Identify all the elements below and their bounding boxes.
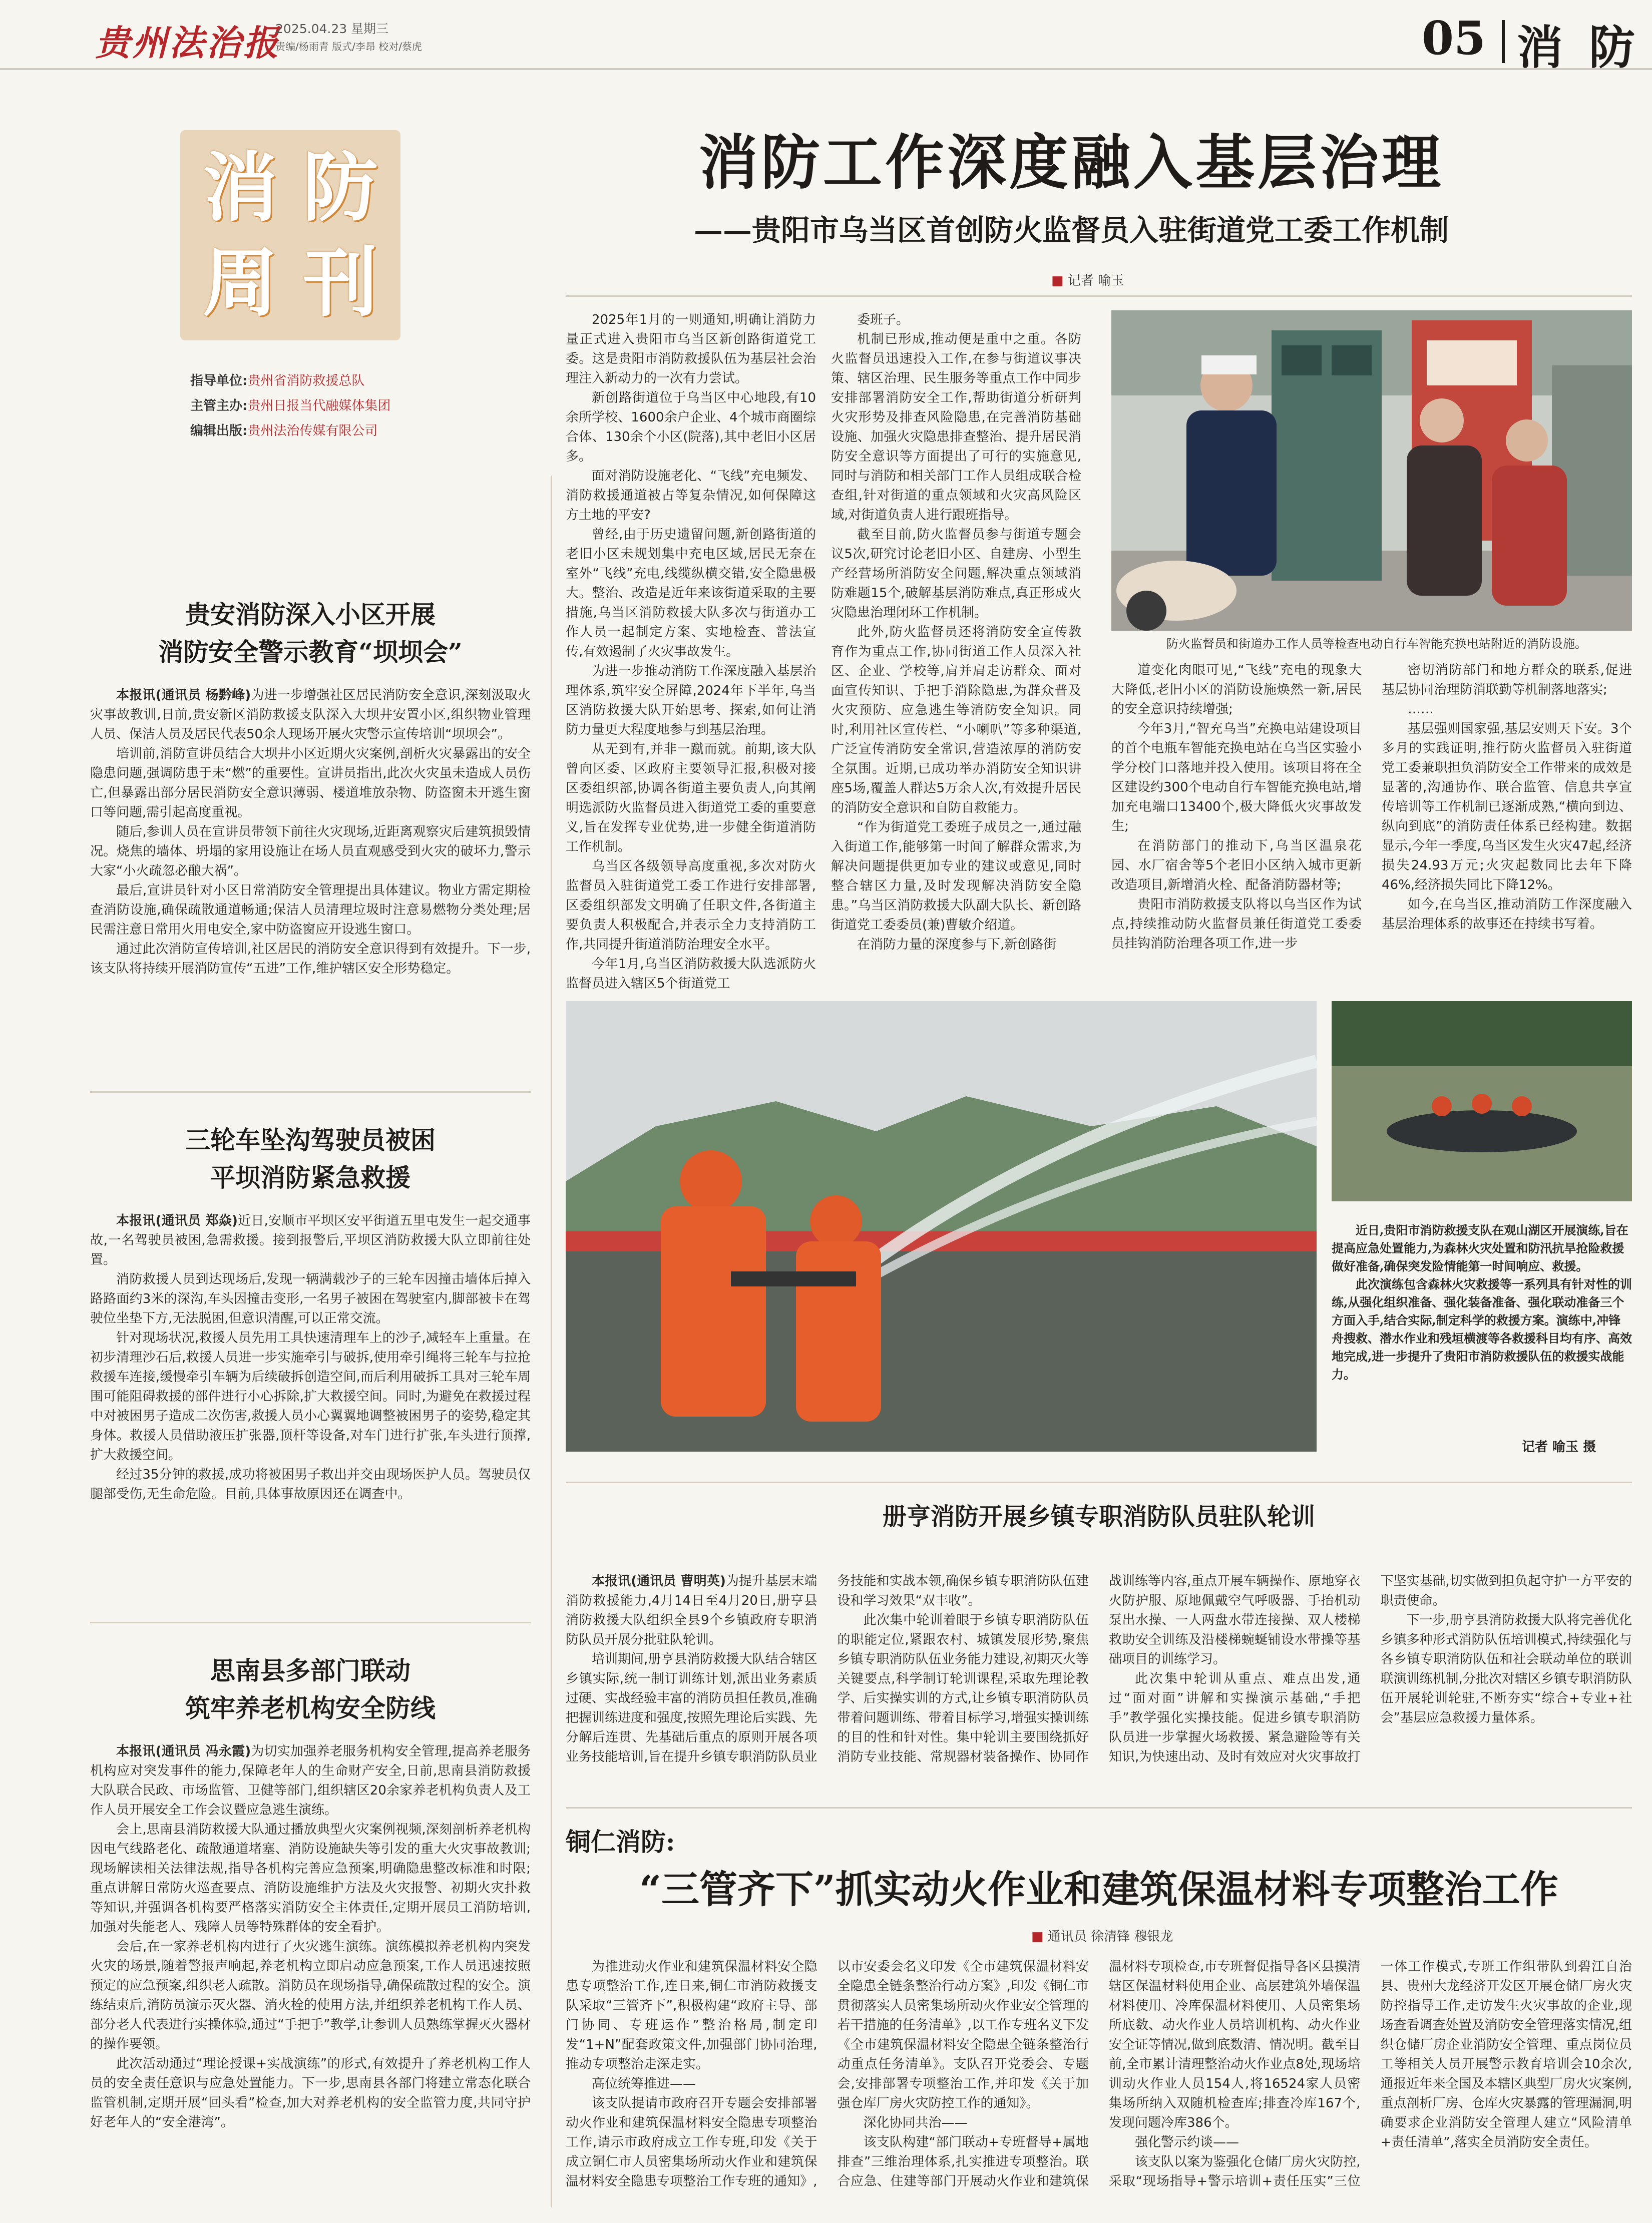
divider	[566, 1807, 1632, 1809]
paragraph: 机制已形成,推动便是重中之重。各防火监督员迅速投入工作,在参与街道议事决策、辖区治理、民生服务等重点工作中同步安排部署消防安全工作,帮助街道分析研判火灾形势及排查风险隐患,在完善消防基础设施、加强火灾隐患排查整治、提升居民消防安全意识等方面提出了可行的实施意见,同时与消防和相关部门工作人员组成联合检查组,针对街道的重点领域和火灾高风险区域,对街道负责人进行跟班指导。	[831, 332, 1081, 523]
lead-label: 本报讯(通讯员 冯永霞)	[116, 1744, 251, 1759]
lead-column-1	[566, 310, 816, 991]
paragraph: 2025年1月的一则通知,明确让消防力量正式进入贵阳市乌当区新创路街道党工委。这是贵阳市消防救援队伍为基层社会治理注入新动力的一次有力尝试。	[566, 312, 816, 386]
paragraph: 贵阳市消防救援支队将以乌当区作为试点,持续推动防火监督员兼任街道党工委委员挂钩消防治理各项工作,进一步	[1111, 897, 1362, 951]
masthead	[0, 0, 1652, 75]
lead-column-3	[1111, 661, 1362, 951]
masthead-divider	[1502, 20, 1505, 63]
paragraph: 此次集中轮训从重点、难点出发,通过“面对面”讲解和实操演示基础,“手把手”教学强化实操技能。促进乡镇专职消防队员进一步掌握火场救援、紧急避险等有关知识,为快速出动、及时有效应对火灾事故打下坚实基础,切实做到担负起守护一方平安的职责使命。	[1109, 1574, 1632, 1764]
paragraph: 新创路街道位于乌当区中心地段,有10余所学校、1600余户企业、4个城市商圈综合体、130余个小区(院落),其中老旧小区居多。	[566, 390, 816, 464]
paragraph: 本报讯(通讯员 郑焱)近日,安顺市平坝区安平街道五里屯发生一起交通事故,一名驾驶员被困,急需救援。接到报警后,平坝区消防救援大队立即前往处置。	[90, 1213, 531, 1267]
sponsor-line: 指导单位:贵州省消防救援总队	[190, 373, 365, 388]
paragraph: 曾经,由于历史遗留问题,新创路街道的老旧小区未规划集中充电区域,居民无奈在室外“飞线”充电,线缆纵横交错,安全隐患极大。整治、改造是近年来该街道采取的主要措施,乌当区消防救援大队多次与街道办工作人员一起制定方案、实地检查、普法宣传,有效遏制了火灾事故发生。	[566, 527, 816, 659]
paragraph: 该支队构建“部门联动+专班督导+属地排查”三维治理体系,扎实推进专项整治。联合应急、住建等部门开展动火作业和建筑保温材料专项检查,市专班督促指导各区县摸清辖区保温材料使用企业、高层建筑外墙保温材料使用、冷库保温材料使用、人员密集场所底数、动火作业人员培训机构、动火作业安全证等情况,做到底数清、情况明。截至目前,全市累计清理整治动火作业点8处,现场培训动火作业人员154人,将16524家人员密集场所纳入双随机检查库;排查冷库167个,发现问题冷库386个。	[837, 1959, 1361, 2189]
bottom-title: “三管齐下”抓实动火作业和建筑保温材料专项整治工作	[639, 1867, 1558, 1912]
paragraph: 本报讯(通讯员 曹明英)为提升基层末端消防救援能力,4月14日至4月20日,册亨县消防救援大队组织全县9个乡镇政府专职消防队员开展分批驻队轮训。	[566, 1574, 817, 1647]
paragraph: ……	[1408, 702, 1434, 717]
drill-caption-box	[1332, 1221, 1632, 1422]
paragraph: 高位统筹推进——	[592, 2076, 696, 2091]
paragraph: 此外,防火监督员还将消防安全宣传教育作为重点工作,协同街道工作人员深入社区、企业、学校等,肩并肩走访群众、面对面宣传知识、手把手消除隐患,为群众普及火灾预防、应急逃生等消防安全知识。同时,利用社区宣传栏、“小喇叭”等多种渠道,广泛宣传消防安全常识,营造浓厚的消防安全氛围。近期,已成功举办消防安全知识讲座5场,覆盖人群达5万余人次,有效提升居民的消防安全意识和自防自救能力。	[831, 625, 1081, 815]
mid-article-body	[566, 1572, 1632, 1782]
lead-photo	[1111, 310, 1632, 631]
drill-caption-para: 此次演练包含森林火灾救援等一系列具有针对性的训练,从强化组织准备、强化装备准备、强化联动准备三个方面入手,结合实际,制定科学的救援方案。演练中,冲锋舟搜救、潜水作业和残垣横渡等各救援科目均有序、高效地完成,进一步提升了贵阳市消防救援队伍的救援实战能力。	[1332, 1277, 1632, 1382]
bottom-byline: ■ 通讯员 徐清锋 穆银龙	[1031, 1929, 1173, 1944]
lead-title: 消防工作深度融入基层治理	[698, 128, 1444, 197]
bottom-article-body	[566, 1957, 1632, 2207]
lead-label: 本报讯(通讯员 杨黔峰)	[116, 688, 251, 703]
sponsor-line: 主管主办:贵州日报当代融媒体集团	[190, 398, 391, 413]
section-name: 消 防	[1517, 21, 1640, 75]
paragraph: 在消防力量的深度参与下,新创路街	[857, 937, 1057, 952]
lead-column-4	[1382, 661, 1632, 932]
paragraph: 通过此次消防宣传培训,社区居民的消防安全意识得到有效提升。下一步,该支队将持续开展消防宣传“五进”工作,维护辖区安全形势稳定。	[90, 942, 531, 976]
paragraph: 在消防部门的推动下,乌当区温泉花园、水厂宿舍等5个老旧小区纳入城市更新改造项目,新增消火栓、配备消防器材等;	[1111, 838, 1362, 893]
paragraph: 消防救援人员到达现场后,发现一辆满载沙子的三轮车因撞击墙体后掉入路路面约3米的深沟,车头因撞击变形,一名男子被困在驾驶室内,脚部被卡在驾驶位坐垫下方,无法脱困,但意识清醒,可以正常交流。	[90, 1272, 531, 1326]
lead-column-2	[831, 310, 1081, 952]
issue-date: 2025.04.23 星期三	[275, 22, 389, 36]
paragraph: 此次活动通过“理论授课+实战演练”的形式,有效提升了养老机构工作人员的安全责任意识与应急处置能力。下一步,思南县各部门将建立常态化联合监管机制,定期开展“回头看”检查,加大对养老机构的安全监管力度,共同守护好老年人的“安全港湾”。	[90, 2056, 531, 2130]
paragraph: 本报讯(通讯员 杨黔峰)为进一步增强社区居民消防安全意识,深刻汲取火灾事故教训,日前,贵安新区消防救援支队深入大坝井安置小区,组织物业管理人员、保洁人员及居民代表50余人现场开展火灾警示宣传培训“坝坝会”。	[90, 688, 531, 742]
lead-label: 本报讯(通讯员 郑焱)	[116, 1213, 238, 1228]
lead-photo-caption: 防火监督员和街道办工作人员等检查电动自行车智能充换电站附近的消防设施。	[1166, 637, 1587, 651]
paragraph: 最后,宣讲员针对小区日常消防安全管理提出具体建议。物业方需定期检查消防设施,确保疏散通道畅通;保洁人员清理垃圾时注意易燃物分类处理;居民需注意日常用火用电安全,家中防盗窗应开设逃生窗口。	[90, 883, 531, 937]
paragraph: 今年3月,“智充乌当”充换电站建设项目的首个电瓶车智能充换电站在乌当区实验小学分校门口落地并投入使用。该项目将在全区建设约300个电动自行车智能充换电站,增加充电端口13400个,极大降低火灾事故发生;	[1111, 721, 1362, 834]
paragraph: 经过35分钟的救援,成功将被困男子救出并交由现场医护人员。驾驶员仅腿部受伤,无生命危险。目前,具体事故原因还在调查中。	[90, 1467, 531, 1502]
lead-byline: ■ 记者 喻玉	[1051, 273, 1124, 288]
divider	[90, 1622, 531, 1623]
paragraph: 该支队提请市政府召开专题会安排部署动火作业和建筑保温材料安全隐患专项整治工作,请示市政府成立工作专班,印发《关于成立铜仁市人员密集场所动火作业和建筑保温材料安全隐患专项整治工作专班的通知》,以市安委会名义印发《全市建筑保温材料安全隐患全链条整治行动方案》,印发《铜仁市贯彻落实人员密集场所动火作业安全管理的若干措施的任务清单》,以工作专班名义下发《全市建筑保温材料安全隐患全链条整治行动重点任务清单》。支队召开党委会、专题会,安排部署专项整治工作,并印发《关于加强仓库厂房火灾防控工作的通知》。	[566, 1959, 1089, 2189]
drill-photo-main	[566, 1001, 1317, 1452]
photo-credit: 记者 喻玉 摄	[1522, 1440, 1596, 1455]
paragraph: 乌当区各级领导高度重视,多次对防火监督员入驻街道党工委工作进行安排部署,区委组织部发文明确了任职文件,各街道主要负责人积极配合,并表示全力支持消防工作,共同提升街道消防治理安全水平。	[566, 859, 816, 952]
paragraph: 深化协同共治——	[863, 2115, 968, 2130]
bottom-kicker: 铜仁消防:	[566, 1827, 675, 1857]
paragraph: “作为街道党工委班子成员之一,通过融入街道工作,能够第一时间了解群众需求,为解决问题提供更加专业的建议或意见,同时整合辖区力量,及时发现解决消防安全隐患。”乌当区消防救援大队副大队长、新创路街道党工委委员(兼)曹敏介绍道。	[831, 820, 1081, 933]
story3-title: 思南县多部门联动 筑牢养老机构安全防线	[185, 1656, 436, 1723]
story1-body	[90, 686, 531, 1066]
paragraph: 委班子。	[857, 312, 910, 327]
paragraph: 下一步,册亨县消防救援大队将完善优化乡镇多种形式消防队伍培训模式,持续强化与各乡镇专职消防队伍和社会联动单位的联训联演训练机制,分批次对辖区乡镇专职消防队伍开展轮训轮驻,不断夯实“综合+专业+社会”基层应急救援力量体系。	[1380, 1613, 1632, 1725]
paragraph: 截至目前,防火监督员参与街道专题会议5次,研究讨论老旧小区、自建房、小型生产经营场所消防安全问题,解决重点领域消防难题15个,破解基层消防难点,真正形成火灾隐患治理闭环工作机制。	[831, 527, 1081, 620]
logo-char: 刊	[302, 239, 378, 327]
divider	[566, 295, 1632, 297]
paragraph: 面对消防设施老化、“飞线”充电频发、消防救援通道被占等复杂情况,如何保障这方土地的平安?	[566, 469, 816, 523]
page-number: 05	[1422, 11, 1486, 65]
mid-article-title: 册亨消防开展乡镇专职消防队员驻队轮训	[882, 1503, 1315, 1531]
paragraph: 今年1月,乌当区消防救援大队选派防火监督员进入辖区5个街道党工	[566, 957, 816, 991]
column-logo	[180, 130, 400, 340]
paragraph: 基层强则国家强,基层安则天下安。3个多月的实践证明,推行防火监督员入驻街道党工委兼职担负消防安全工作带来的成效是显著的,沟通协作、联合监管、信息共享宣传培训等工作机制已逐渐成熟,“横向到边、纵向到底”的消防责任体系已经构建。数据显示,今年一季度,乌当区发生火灾47起,经济损失24.93万元;火灾起数同比去年下降46%,经济损失同比下降12%。	[1382, 721, 1632, 893]
story2-title: 三轮车坠沟驾驶员被困 平坝消防紧急救援	[185, 1125, 436, 1192]
paragraph: 会上,思南县消防救援大队通过播放典型火灾案例视频,深刻剖析养老机构因电气线路老化、疏散通道堵塞、消防设施缺失等引发的重大火灾事故教训;现场解读相关法律法规,指导各机构完善应急预案,明确隐患整改标准和时限;重点讲解日常防火巡查要点、消防设施维护方法及火灾报警、初期火灾扑救等知识,并强调各机构要严格落实消防安全主体责任,定期开展员工消防培训,加强对失能老人、残障人员等特殊群体的安全看护。	[90, 1822, 531, 1935]
paragraph: 本报讯(通讯员 冯永霞)为切实加强养老服务机构安全管理,提高养老服务机构应对突发事件的能力,保障老年人的生命财产安全,日前,思南县消防救援大队联合民政、市场监管、卫健等部门,组织辖区20余家养老机构负责人及工作人员开展安全工作会议暨应急逃生演练。	[90, 1744, 531, 1818]
drill-caption-para: 近日,贵阳市消防救援支队在观山湖区开展演练,旨在提高应急处置能力,为森林火灾处置和防汛抗旱抢险救援做好准备,确保突发险情能第一时间响应、救援。	[1332, 1223, 1628, 1273]
drill-photo-boat	[1332, 1001, 1632, 1201]
paragraph: 培训期间,册亨县消防救援大队结合辖区乡镇实际,统一制订训练计划,派出业务素质过硬、实战经验丰富的消防员担任教员,准确把握训练进度和强度,按照先理论后实践、先分解后连贯、先基础后重点的原则开展各项业务技能培训,旨在提升乡镇专职消防队员业务技能和实战本领,确保乡镇专职消防队伍建设和学习效果“双丰收”。	[566, 1574, 1089, 1764]
paragraph: 针对现场状况,救援人员先用工具快速清理车上的沙子,减轻车上重量。在初步清理沙石后,救援人员进一步实施牵引与破拆,使用牵引绳将三轮车与拉抢救援车连接,缓慢牵引车辆为后续破拆创造空间,而后利用破拆工具对三轮车周围可能阻碍救援的部件进行小心拆除,扩大救援空间。同时,为避免在救援过程中对被困男子造成二次伤害,救援人员小心翼翼地调整被困男子的姿势,稳定其身体。救援人员借助液压扩张器,顶杆等设备,对车门进行扩张,车头进行顶撑,扩大救援空间。	[90, 1330, 531, 1463]
lead-label: 本报讯(通讯员 曹明英)	[592, 1574, 726, 1589]
logo-char: 周	[202, 239, 278, 327]
paragraph: 从无到有,并非一蹴而就。前期,该大队曾向区委、区政府主要领导汇报,积极对接区委组织部,协调各街道主要负责人,向其阐明选派防火监督员进入街道党工委的重要意义,旨在发挥专业优势,进一步健全街道消防工作机制。	[566, 742, 816, 854]
newspaper-logo: 贵州法治报	[95, 22, 280, 64]
paragraph: 会后,在一家养老机构内进行了火灾逃生演练。演练模拟养老机构内突发火灾的场景,随着警报声响起,养老机构立即启动应急预案,工作人员迅速按照预定的应急预案,组织老人疏散。消防员在现场指导,确保疏散过程的安全。演练结束后,消防员演示灭火器、消火栓的使用方法,并组织养老机构工作人员、部分老人代表进行实操体验,通过“手把手”教学,让参训人员熟练掌握灭火器材的操作要领。	[90, 1939, 531, 2052]
lead-subtitle: ——贵阳市乌当区首创防火监督员入驻街道党工委工作机制	[693, 213, 1449, 247]
column-divider	[551, 476, 552, 2207]
paragraph: 为推进动火作业和建筑保温材料安全隐患专项整治工作,连日来,铜仁市消防救援支队采取“三管齐下”,积极构建“政府主导、部门协同、专班运作”整治格局,制定印发“1+N”配套政策文件,加强部门协同治理,推动专项整治走深走实。	[566, 1959, 817, 2072]
sponsor-line: 编辑出版:贵州法治传媒有限公司	[190, 423, 378, 438]
paragraph: 密切消防部门和地方群众的联系,促进基层协同治理防消联勤等机制落地落实;	[1382, 663, 1632, 697]
paragraph: 培训前,消防宣讲员结合大坝井小区近期火灾案例,剖析火灾暴露出的安全隐患问题,强调防患于未“燃”的重要性。宣讲员指出,此次火灾虽未造成人员伤亡,但暴露出部分居民消防安全意识薄弱、楼道堆放杂物、防盗窗未开逃生窗口等问题,需引起高度重视。	[90, 746, 531, 820]
paragraph: 道变化肉眼可见,“飞线”充电的现象大大降低,老旧小区的消防设施焕然一新,居民的安全意识持续增强;	[1111, 663, 1362, 717]
issue-meta	[275, 19, 422, 54]
story1-title: 贵安消防深入小区开展 消防安全警示教育“坝坝会”	[158, 600, 463, 667]
paragraph: 随后,参训人员在宣讲员带领下前往火灾现场,近距离观察灾后建筑损毁情况。烧焦的墙体、坍塌的家用设施让在场人员直观感受到火灾的破坏力,警示大家“小火疏忽必酿大祸”。	[90, 824, 531, 878]
story2-body	[90, 1211, 531, 1602]
story3-body	[90, 1742, 531, 2207]
logo-char: 防	[302, 144, 378, 232]
divider	[566, 1482, 1632, 1483]
divider	[90, 1091, 531, 1093]
issue-editors: 责编/杨雨青 版式/李昂 校对/蔡虎	[275, 41, 422, 53]
paragraph: 强化警示约谈——	[1135, 2135, 1240, 2150]
paragraph: 此次集中轮训着眼于乡镇专职消防队伍的职能定位,紧跟农村、城镇发展形势,聚焦乡镇专职消防队伍业务能力建设,初期灭火等关键要点,科学制订轮训课程,采取先理论教学、后实操实训的方式,让乡镇专职消防队员带着问题训练、带着目标学习,增强实操训练的目的性和针对性。集中轮训主要围绕抓好消防专业技能、常规器材装备操作、协同作战训练等内容,重点开展车辆操作、原地穿衣火防护服、原地佩戴空气呼吸器、手抬机动泵出水操、一人两盘水带连接操、双人楼梯救助安全训练及沿楼梯蜿蜒铺设水带操等基础项目的训练学习。	[837, 1574, 1361, 1764]
paragraph: 如今,在乌当区,推动消防工作深度融入基层治理体系的故事还在持续书写着。	[1382, 897, 1632, 932]
paragraph: 为进一步推动消防工作深度融入基层治理体系,筑牢安全屏障,2024年下半年,乌当区消防救援大队开始思考、探索,如何让消防力量更大程度地参与到基层治理。	[566, 664, 816, 737]
logo-char: 消	[202, 144, 278, 232]
paragraph: 该支队以案为鉴强化仓储厂房火灾防控,采取“现场指导+警示培训+责任压实”三位一体工作模式,专班工作组带队到碧江自治县、贵州大龙经济开发区开展仓储厂房火灾防控指导工作,走访发生火灾事故的企业,现场查看调查处置及消防安全管理落实情况,组织仓储厂房企业消防安全管理、重点岗位员工等相关人员开展警示教育培训会10余次,通报近年来全国及本辖区典型厂房火灾案例,重点剖析厂房、仓库火灾暴露的管理漏洞,明确要求企业消防安全管理人建立“风险清单+责任清单”,落实全员消防安全责任。	[1109, 1959, 1632, 2189]
